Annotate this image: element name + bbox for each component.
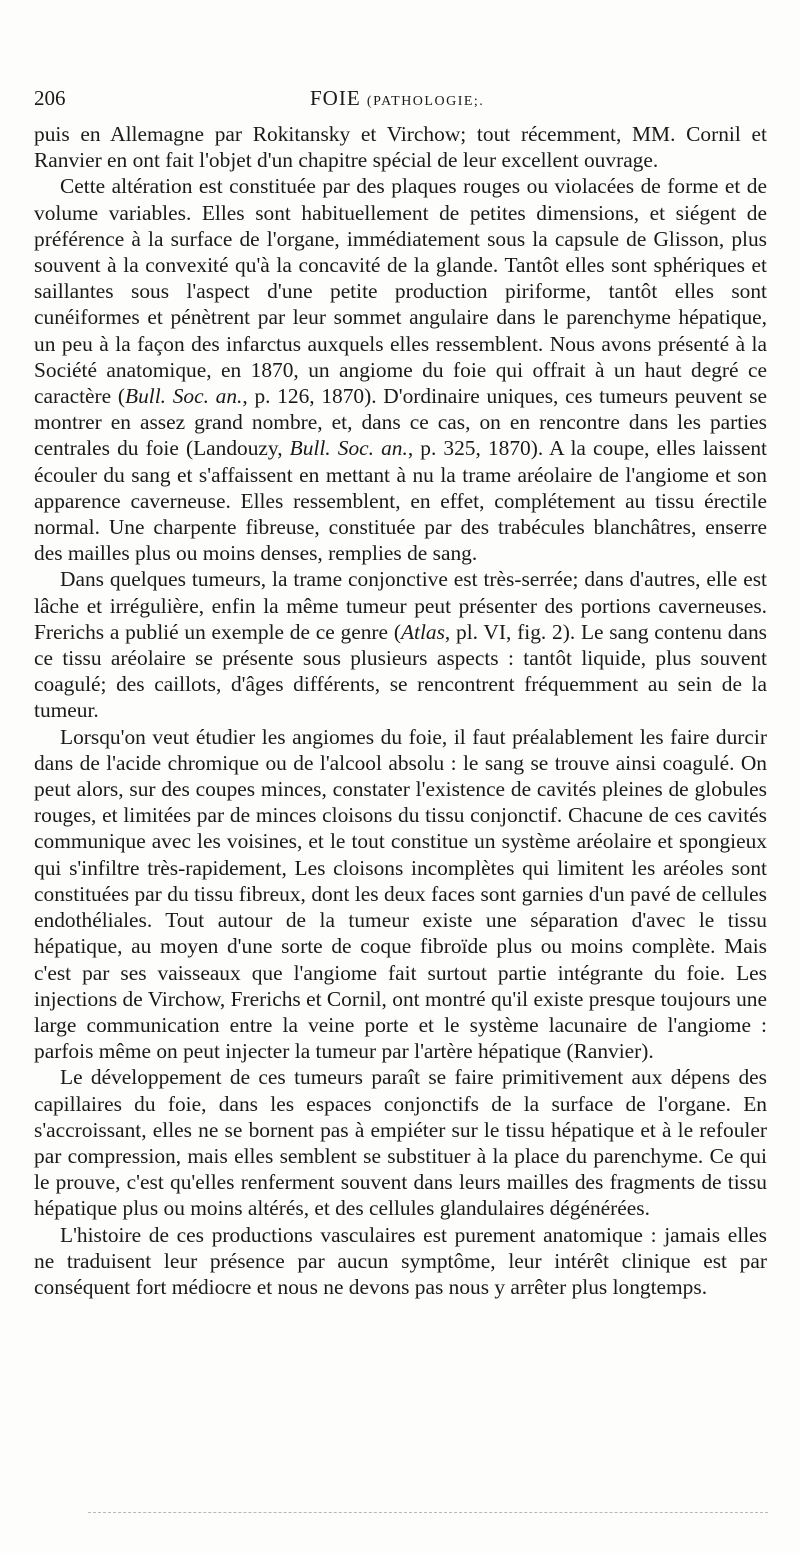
paragraph-histoire: L'histoire de ces productions vasculaires est purement anatomique : jamais elles ne traduisent leur présence par aucun symptôme, leur intérêt clinique est par conséquent fort médiocre et nous ne devons pas nous y arrêter plus longtemps.	[34, 1222, 767, 1299]
running-title-main: FOIE	[310, 86, 361, 110]
running-title	[310, 86, 484, 111]
paragraph-continuation: puis en Allemagne par Rokitansky et Virchow; tout récemment, MM. Cornil et Ranvier en ont fait l'objet d'un chapitre spécial de leur excellent ouvrage.	[34, 122, 767, 173]
paragraph-description	[34, 173, 767, 566]
paragraph-text: , p. 126, 1870). D'ordinaire uniques, ces tumeurs peuvent se montrer en assez grand nombre, et, dans ce cas, on en rencontre dans les parties centrales du foie (Landouzy,	[34, 384, 767, 461]
citation-italic: Bull. Soc. an.	[289, 436, 408, 461]
paragraph-text: Dans quelques tumeurs, la trame conjonctive est très-serrée; dans d'autres, elle est lâche et irrégulière, enfin la même tumeur peut présenter des portions caverneuses. Frerichs a publié un exemple de ce genre (	[34, 567, 767, 644]
page-number: 206	[34, 86, 66, 110]
paragraph-developpement: Le développement de ces tumeurs paraît se faire primitivement aux dépens des capillaires du foie, dans les espaces conjonctifs de la surface de l'organe. En s'accroissant, elles ne se bornent pas à empiéter sur le tissu hépatique et à le refouler par compression, mais elles semblent se substituer à la place du parenchyme. Ce qui le prouve, c'est qu'elles renferment souvent dans leurs mailles des fragments de tissu hépatique plus ou moins altérés, et des cellules glandulaires dégénérées.	[34, 1065, 767, 1221]
citation-italic: Atlas	[400, 619, 445, 644]
paragraph-text: Cette altération est constituée par des plaques rouges ou violacées de forme et de volume variables. Elles sont habituellement de petites dimensions, et siégent de préférence à la surface de l'organe, immédiatement sous la capsule de Glisson, plus souvent à la convexité qu'à la concavité de la glande. Tantôt elles sont sphériques et saillantes sous l'aspect d'une petite production piriforme, tantôt elles sont cunéiformes et pénètrent par leur sommet angulaire dans le parenchyme hépatique, un peu à la façon des infarctus auxquels elles ressemblent. Nous avons présenté à la Société anatomique, en 1870, un angiome du foie qui offrait à un haut degré ce caractère (	[34, 174, 767, 409]
paragraph-etude: Lorsqu'on veut étudier les angiomes du foie, il faut préalablement les faire durcir dans de l'acide chromique ou de l'alcool absolu : le sang se trouve ainsi coagulé. On peut alors, sur des coupes minces, constater l'existence de cavités pleines de globules rouges, et limitées par de minces cloisons du tissu conjonctif. Chacune de ces cavités communique avec les voisines, et le tout constitue un système aréolaire et spongieux qui s'infiltre très-rapidement, Les cloisons incomplètes qui limitent les aréoles sont constituées par du tissu fibreux, dont les deux faces sont garnies d'un pavé de cellules endothéliales. Tout autour de la tumeur existe une séparation d'avec le tissu hépatique, au moyen d'une sorte de coque fibroïde plus ou moins complète. Mais c'est par ses vaisseaux que l'angiome fait surtout partie intégrante du foie. Les injections de Virchow, Frerichs et Cornil, ont montré qu'il existe presque toujours une large communication entre la veine porte et le système lacunaire de l'angiome : parfois même on peut injecter la tumeur par l'artère hépatique (Ranvier).	[34, 724, 767, 1064]
paragraph-text: , p. 325, 1870). A la coupe, elles laissent écouler du sang et s'affaissent en mettant à nu la trame aréolaire de l'angiome et son apparence caverneuse. Elles ressemblent, en effet, complétement au tissu érectile normal. Une charpente fibreuse, constituée par des trabécules blanchâtres, enserre des mailles plus ou moins denses, remplies de sang.	[34, 436, 767, 566]
paragraph-trame	[34, 566, 767, 723]
footer-rule	[88, 1512, 768, 1513]
running-header	[34, 86, 770, 116]
running-title-sub: (PATHOLOGIE;.	[366, 94, 485, 109]
citation-italic: Bull. Soc. an.	[125, 384, 243, 409]
paragraph-text: , pl. VI, fig. 2). Le sang contenu dans ce tissu aréolaire se présente sous plusieurs aspects : tantôt liquide, plus souvent coagulé; des caillots, d'âges différents, se rencontrent fréquemment au sein de la tumeur.	[34, 619, 767, 723]
body-text	[34, 121, 767, 1300]
